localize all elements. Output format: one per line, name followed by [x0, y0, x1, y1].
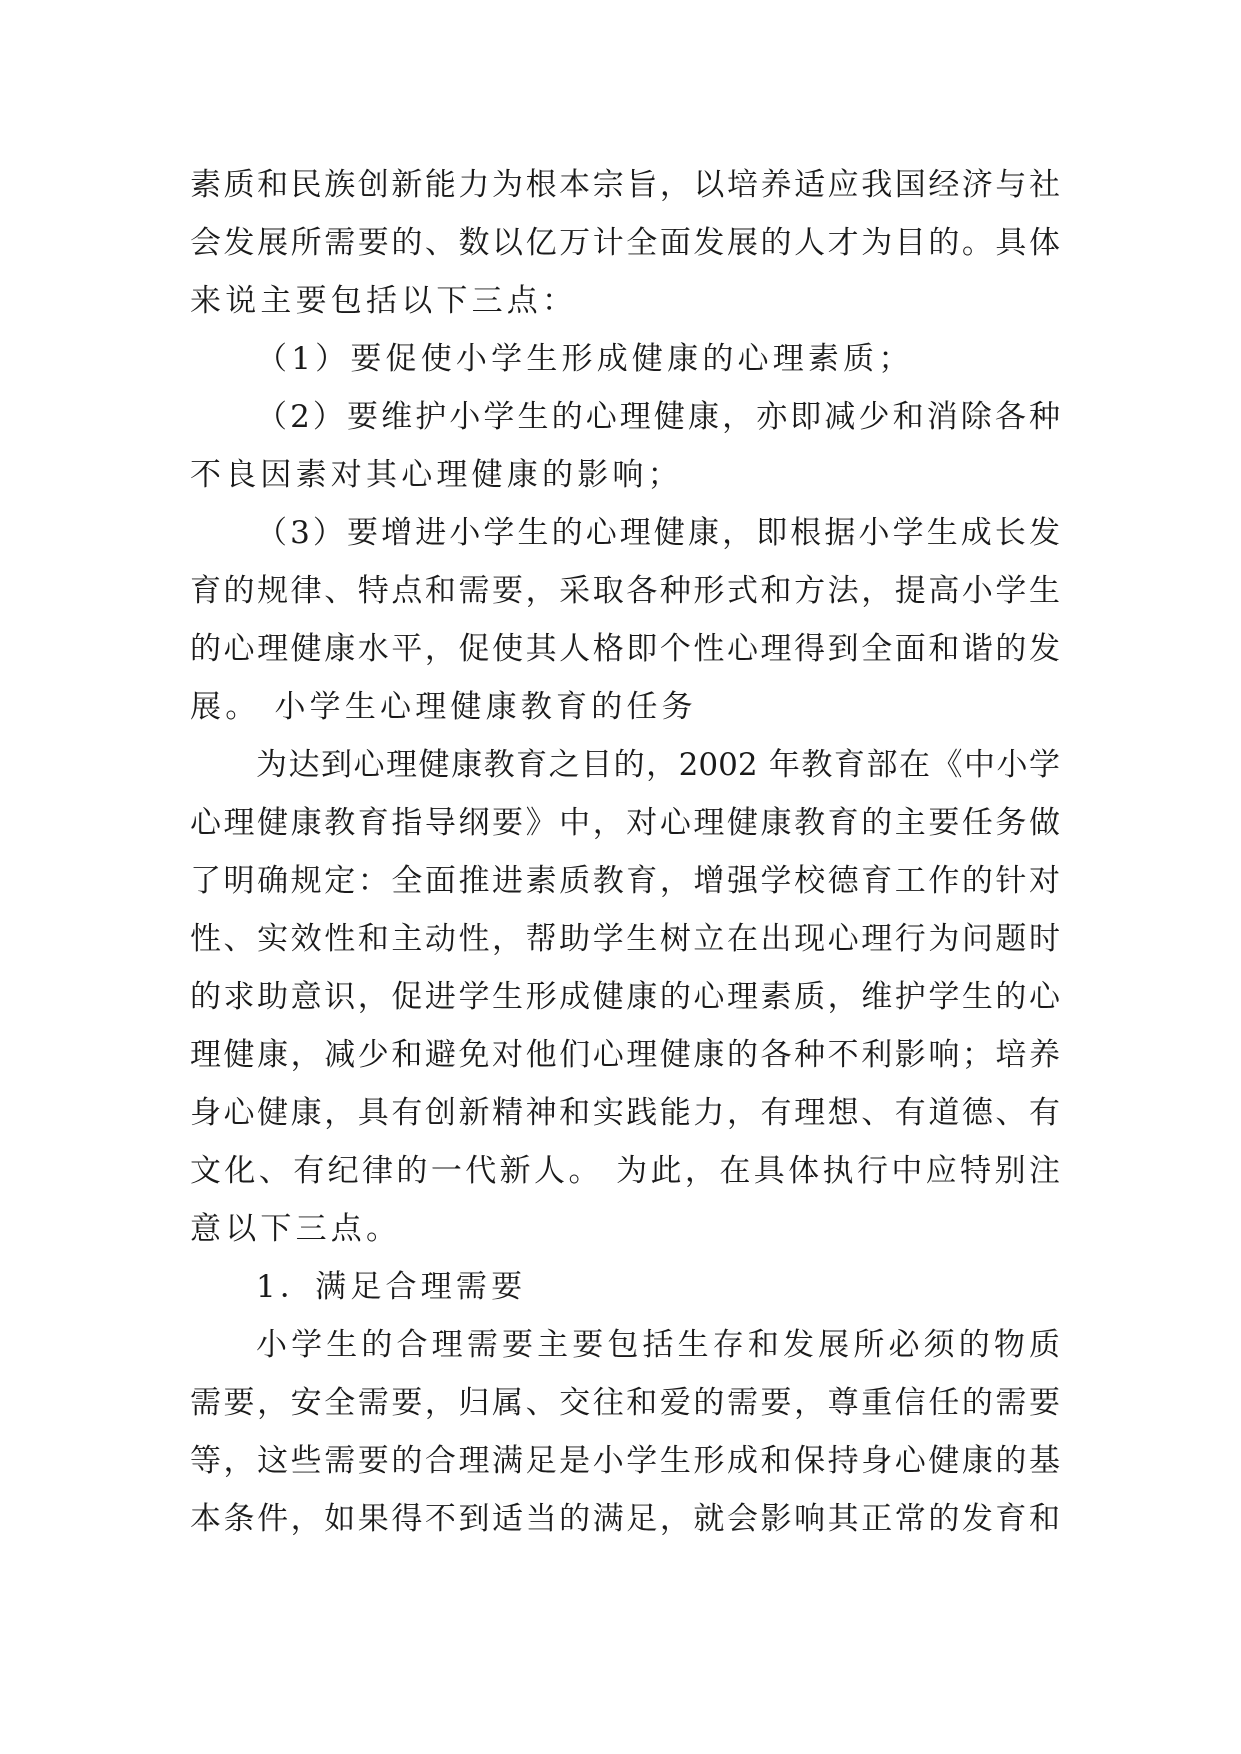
text-line: 展。 小学生心理健康教育的任务	[190, 689, 697, 725]
text-line: 等，这些需要的合理满足是小学生形成和保持身心健康的基	[190, 1443, 1060, 1479]
paragraph-start: 为达到心理健康教育之目的，2002 年教育部在《中小学	[256, 747, 1060, 783]
text-line: 本条件，如果得不到适当的满足，就会影响其正常的发育和	[190, 1501, 1060, 1537]
paragraph-start: 小学生的合理需要主要包括生存和发展所必须的物质	[256, 1327, 1060, 1363]
text-line: 性、实效性和主动性，帮助学生树立在出现心理行为问题时	[190, 921, 1060, 957]
text-line: 会发展所需要的、数以亿万计全面发展的人才为目的。具体	[190, 225, 1060, 261]
text-line: 文化、有纪律的一代新人。 为此，在具体执行中应特别注	[190, 1153, 1060, 1189]
list-item: （2）要维护小学生的心理健康，亦即减少和消除各种	[256, 399, 1060, 435]
text-line: 的心理健康水平，促使其人格即个性心理得到全面和谐的发	[190, 631, 1060, 667]
section-heading: 1．满足合理需要	[256, 1269, 527, 1305]
text-line: 理健康，减少和避免对他们心理健康的各种不利影响；培养	[190, 1037, 1060, 1073]
text-line: 育的规律、特点和需要，采取各种形式和方法，提高小学生	[190, 573, 1060, 609]
text-line: 了明确规定：全面推进素质教育，增强学校德育工作的针对	[190, 863, 1060, 899]
list-item: （3）要增进小学生的心理健康，即根据小学生成长发	[256, 515, 1060, 551]
text-line: 身心健康，具有创新精神和实践能力，有理想、有道德、有	[190, 1095, 1060, 1131]
text-line: 心理健康教育指导纲要》中，对心理健康教育的主要任务做	[190, 805, 1060, 841]
text-line: 的求助意识，促进学生形成健康的心理素质，维护学生的心	[190, 979, 1060, 1015]
text-line: 不良因素对其心理健康的影响；	[190, 457, 683, 493]
list-item: （1）要促使小学生形成健康的心理素质；	[256, 341, 914, 377]
text-line: 来说主要包括以下三点：	[190, 283, 578, 319]
text-line: 需要，安全需要，归属、交往和爱的需要，尊重信任的需要	[190, 1385, 1060, 1421]
text-line: 素质和民族创新能力为根本宗旨，以培养适应我国经济与社	[190, 167, 1060, 203]
text-line: 意以下三点。	[190, 1211, 402, 1247]
